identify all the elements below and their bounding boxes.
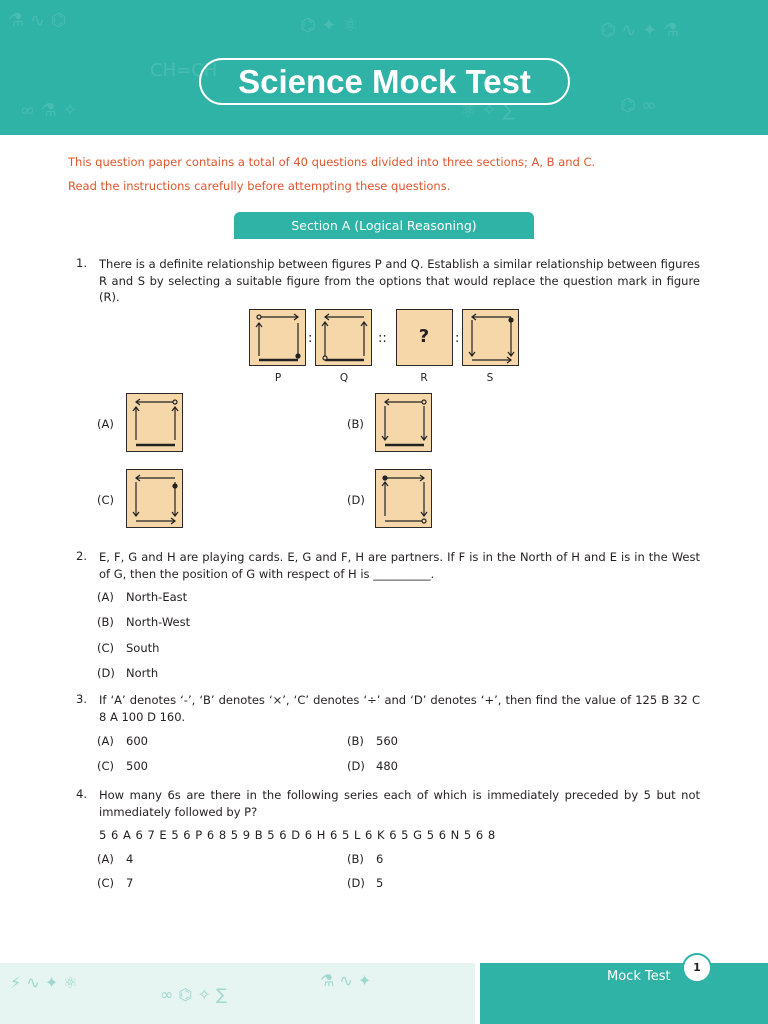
page-title-pill (199, 58, 570, 105)
figure-label-q: Q (339, 372, 349, 384)
figure-s-arrows-icon (463, 310, 520, 367)
intro-line-2: Read the instructions carefully before attempting these questions. (68, 179, 451, 193)
q2-option-d[interactable] (97, 666, 158, 680)
q1-option-c-label[interactable]: (C) (97, 493, 115, 507)
option-label: (C) (97, 641, 115, 655)
option-label: (A) (97, 852, 114, 866)
q1-option-d-label[interactable]: (D) (347, 493, 365, 507)
q4-option-d[interactable] (347, 876, 383, 890)
option-c-arrows-icon (127, 470, 184, 529)
q1-option-b-figure[interactable] (375, 393, 432, 452)
question-3-text: If ‘A’ denotes ‘-’, ‘B’ denotes ‘×’, ‘C’ denotes ‘÷’ and ‘D’ denotes ‘+’, then find the value of 125 B 32 C 8 A 100 D 160. (99, 693, 700, 724)
figure-label-s: S (486, 372, 494, 384)
option-text: North-East (126, 590, 188, 604)
q4-option-c[interactable] (97, 876, 133, 890)
question-2-number: 2. (76, 549, 87, 563)
option-label: (B) (97, 615, 114, 629)
option-label: (D) (97, 666, 115, 680)
footer-label: Mock Test (607, 969, 671, 984)
section-tab: Section A (Logical Reasoning) (234, 212, 534, 239)
header-banner (0, 0, 768, 135)
q2-option-a[interactable] (97, 590, 187, 604)
separator: : (455, 331, 460, 346)
figure-r (396, 309, 453, 366)
q3-option-d[interactable] (347, 759, 398, 773)
q4-series: 5 6 A 6 7 E 5 6 P 6 8 5 9 B 5 6 D 6 H 6 5 L 6 K 6 5 G 5 6 N 5 6 8 (99, 828, 496, 842)
footer-doodle-strip (0, 963, 475, 1024)
q1-option-a-figure[interactable] (126, 393, 183, 452)
figure-label-r: R (420, 372, 428, 384)
figure-q (315, 309, 372, 366)
question-1-number: 1. (76, 256, 87, 270)
figure-p (249, 309, 306, 366)
option-text: 480 (376, 759, 398, 773)
doodle-decoration: ⌬ ∞ (620, 95, 657, 116)
option-text: North-West (126, 615, 191, 629)
doodle-decoration: ⚗ ∿ ✦ (320, 971, 372, 990)
figure-label-p: P (274, 372, 282, 384)
option-label: (D) (347, 876, 365, 890)
question-4-text: How many 6s are there in the following series each of which is immediately preceded by 5 but not immediately followed by P? (99, 788, 700, 819)
question-1-text: There is a definite relationship between figures P and Q. Establish a similar relationship between figures R and S by selecting a suitable figure from the options that would replace the question mark in figure (R). (99, 257, 700, 304)
question-3-number: 3. (76, 692, 87, 706)
option-label: (B) (347, 852, 364, 866)
doodle-decoration: CH=CH (150, 60, 218, 81)
q4-option-b[interactable] (347, 852, 383, 866)
figure-q-arrows-icon (316, 310, 373, 367)
option-text: 6 (376, 852, 384, 866)
page-title: Science Mock Test (238, 63, 531, 100)
doodle-decoration: ∞ ⌬ ✧ ∑ (160, 985, 227, 1004)
option-text: 500 (126, 759, 148, 773)
question-4-number: 4. (76, 787, 87, 801)
q3-option-c[interactable] (97, 759, 148, 773)
doodle-decoration: ∞ ⚗ ✧ (20, 100, 78, 121)
option-text: 560 (376, 734, 398, 748)
q1-option-b-label[interactable]: (B) (347, 417, 364, 431)
page-number: 1 (682, 953, 712, 983)
separator: :: (378, 331, 387, 346)
q3-option-a[interactable] (97, 734, 148, 748)
option-text: 600 (126, 734, 148, 748)
option-label: (A) (97, 734, 114, 748)
option-label: (C) (97, 876, 115, 890)
q1-option-d-figure[interactable] (375, 469, 432, 528)
doodle-decoration: ⚛ ✧ ∑ (460, 100, 515, 121)
figure-s (462, 309, 519, 366)
option-text: North (126, 666, 159, 680)
option-label: (C) (97, 759, 115, 773)
option-label: (A) (97, 590, 114, 604)
q1-option-a-label[interactable]: (A) (97, 417, 114, 431)
intro-line-1: This question paper contains a total of 40 questions divided into three sections; A, B and C. (68, 155, 596, 169)
doodle-decoration: ⌬ ∿ ✦ ⚗ (600, 20, 680, 41)
q4-option-a[interactable] (97, 852, 133, 866)
option-label: (B) (347, 734, 364, 748)
doodle-decoration: ⚗ ∿ ⌬ (8, 10, 67, 31)
option-text: 4 (126, 852, 134, 866)
figure-p-arrows-icon (250, 310, 307, 367)
doodle-decoration: ⚡ ∿ ✦ ⚛ (10, 973, 78, 992)
option-label: (D) (347, 759, 365, 773)
option-a-arrows-icon (127, 394, 184, 453)
q3-option-b[interactable] (347, 734, 398, 748)
option-text: 5 (376, 876, 384, 890)
doodle-decoration: ⌬ ✦ ⚛ (300, 15, 359, 36)
q1-option-c-figure[interactable] (126, 469, 183, 528)
option-text: South (126, 641, 160, 655)
option-b-arrows-icon (376, 394, 433, 453)
option-d-arrows-icon (376, 470, 433, 529)
question-2-text: E, F, G and H are playing cards. E, G and F, H are partners. If F is in the North of H and E is in the West of G, then the position of G with respect of H is __________. (99, 550, 700, 581)
q2-option-c[interactable] (97, 641, 159, 655)
option-text: 7 (126, 876, 134, 890)
question-mark: ? (418, 326, 430, 347)
q2-option-b[interactable] (97, 615, 190, 629)
separator: : (308, 331, 313, 346)
